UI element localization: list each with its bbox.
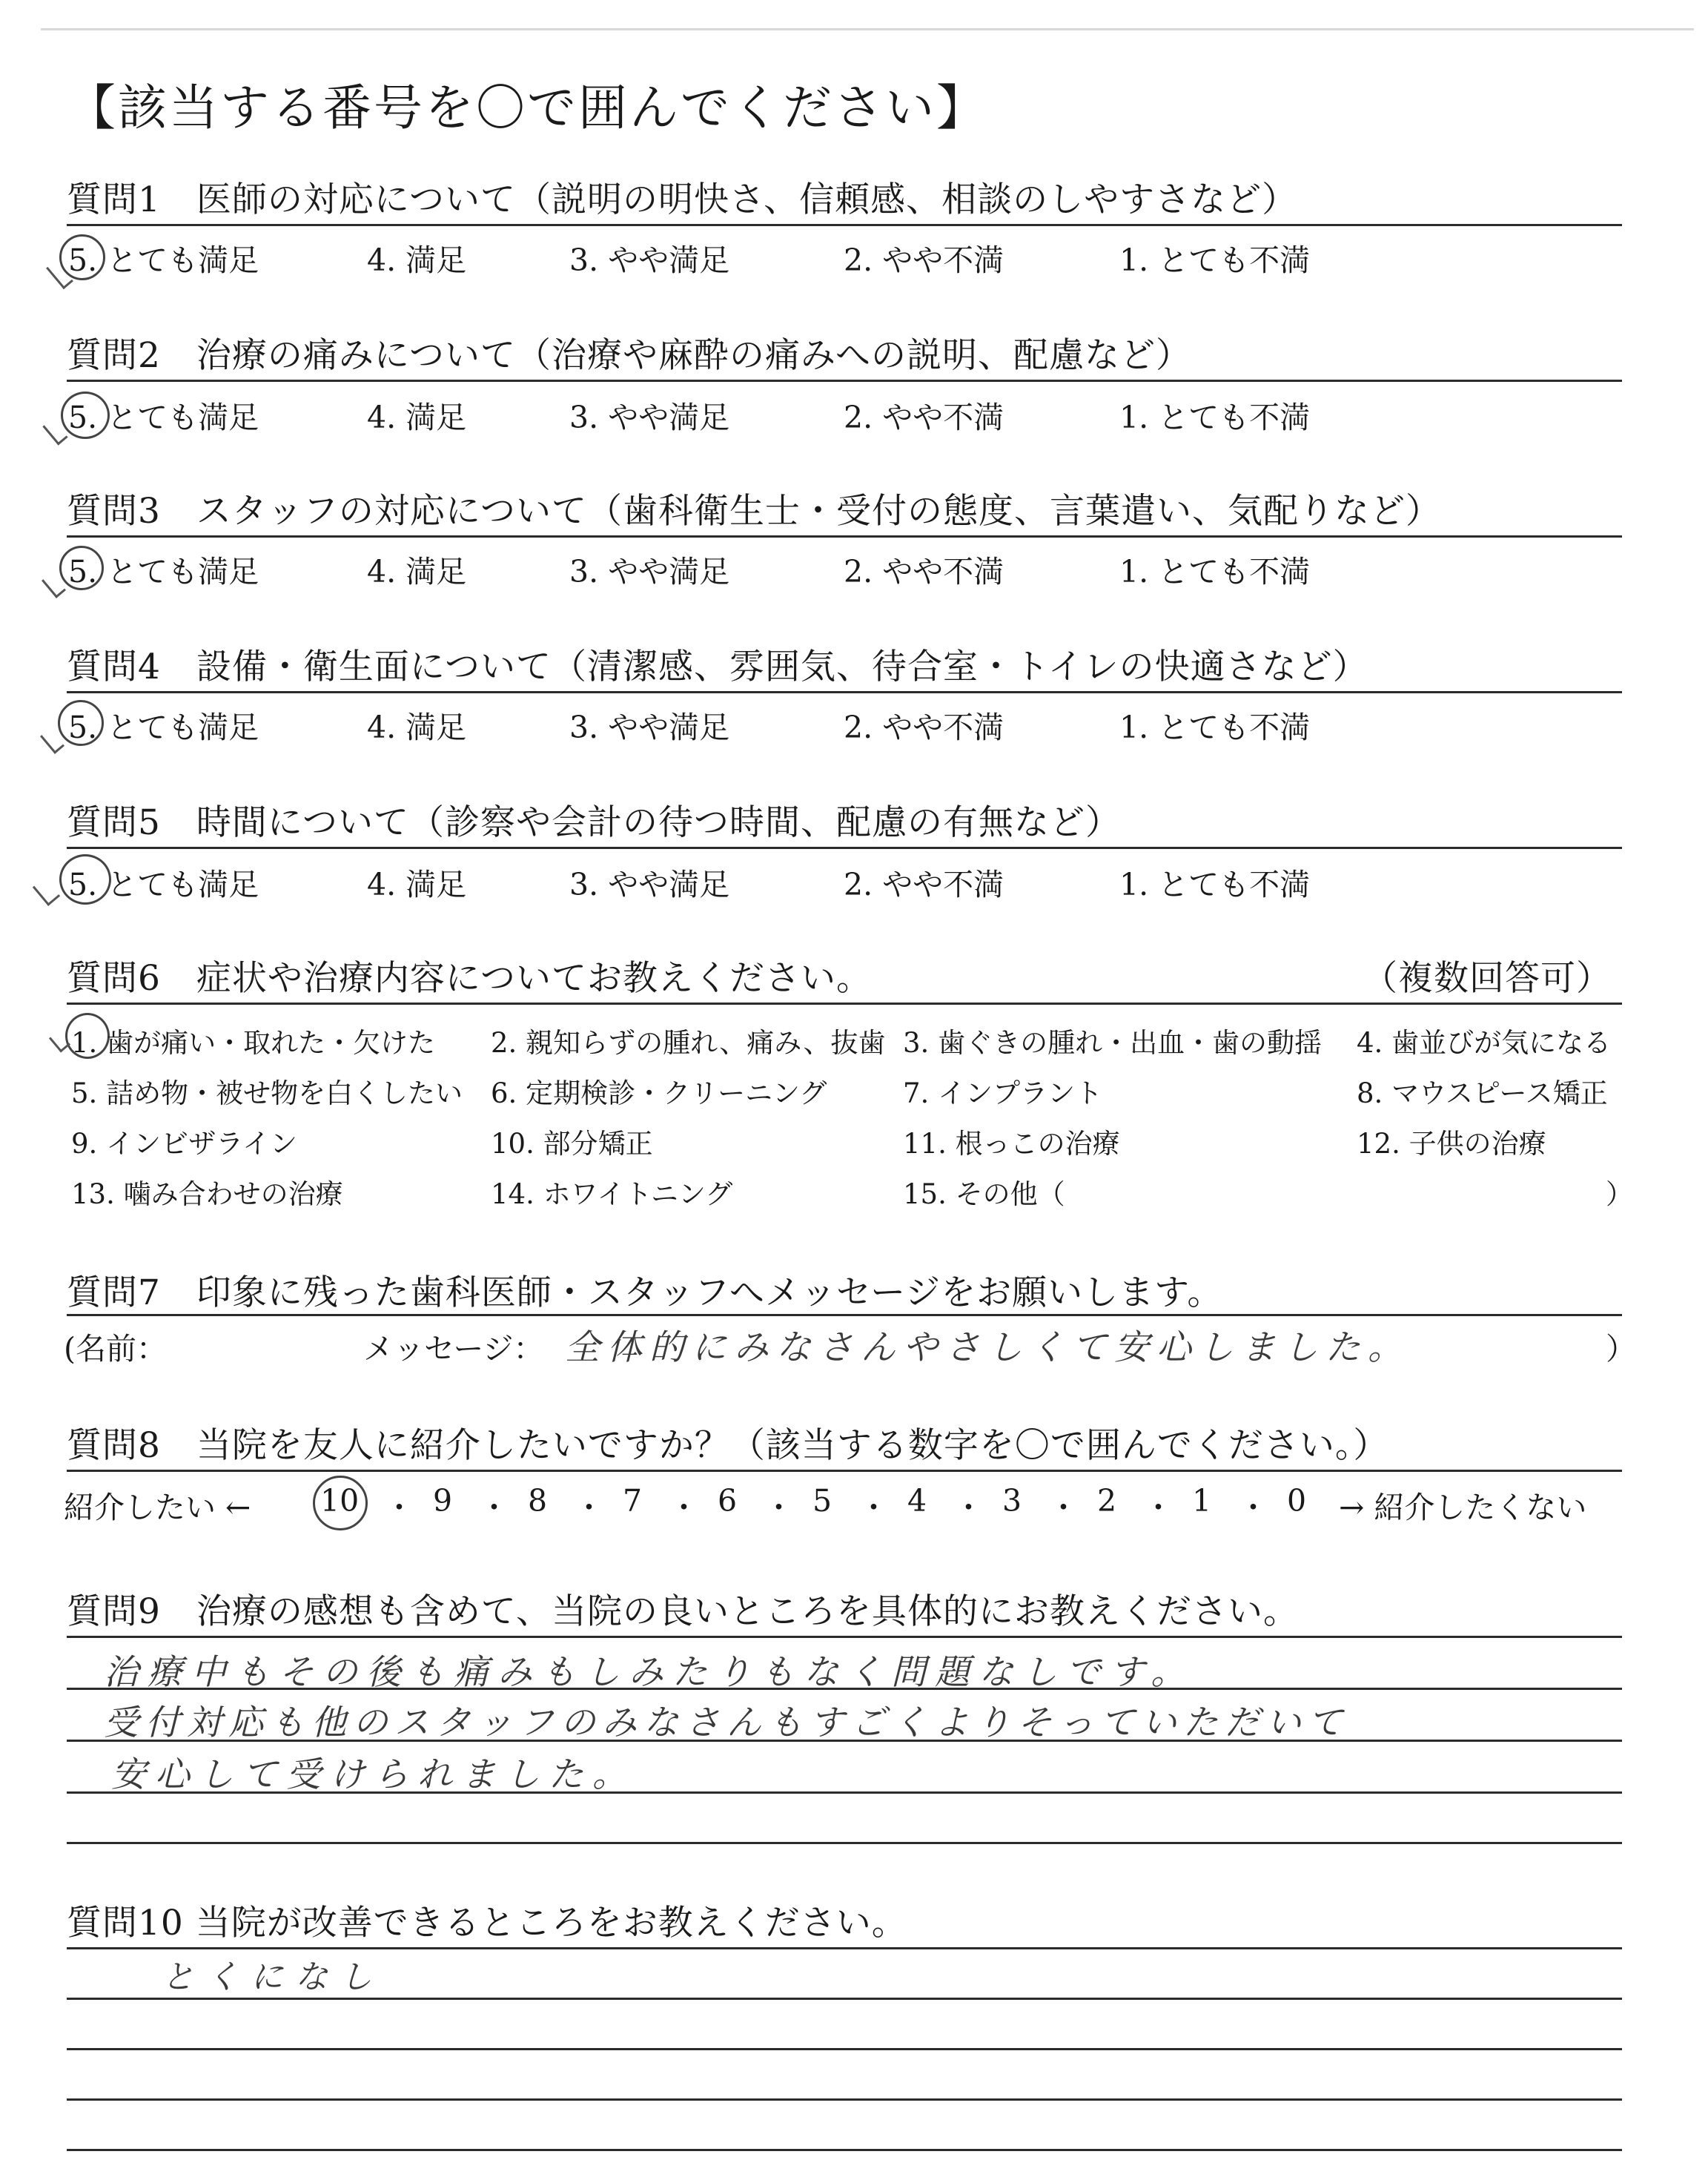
- q4-option-3[interactable]: 3. やや満足: [569, 710, 730, 745]
- scale-6[interactable]: 6: [718, 1483, 738, 1519]
- q2-option-1[interactable]: 1. とても不満: [1119, 400, 1311, 435]
- q6-option-8[interactable]: 8. マウスピース矯正: [1357, 1077, 1608, 1109]
- scale-dot: ・: [764, 1490, 794, 1525]
- question-1-rule: [67, 224, 1622, 226]
- question-2-title: 質問2 治療の痛みについて（治療や麻酔の痛みへの説明、配慮など）: [67, 335, 1192, 376]
- question-2-rule: [67, 380, 1622, 382]
- top-border: [41, 28, 1694, 30]
- q6-option-14[interactable]: 14. ホワイトニング: [491, 1178, 733, 1210]
- q6-option-9[interactable]: 9. インビザライン: [71, 1128, 297, 1160]
- q6-option-2[interactable]: 2. 親知らずの腫れ、痛み、抜歯: [491, 1027, 886, 1059]
- q9-answer-line-3[interactable]: 安心して受けられました。: [111, 1754, 636, 1795]
- scale-dot: ・: [669, 1490, 699, 1525]
- question-3-title: 質問3 スタッフの対応について（歯科衛生士・受付の態度、言葉遣い、気配りなど）: [67, 491, 1441, 532]
- question-9-rule-1: [67, 1636, 1622, 1638]
- q2-option-3[interactable]: 3. やや満足: [569, 400, 730, 435]
- q6-option-12[interactable]: 12. 子供の治療: [1357, 1128, 1546, 1160]
- name-label: (名前：: [64, 1331, 167, 1367]
- q1-option-5[interactable]: 5. とても満足: [68, 242, 259, 278]
- question-10-rule-4: [67, 2098, 1622, 2101]
- question-10-rule-5: [67, 2149, 1622, 2151]
- q3-option-3[interactable]: 3. やや満足: [569, 554, 730, 589]
- q3-option-5[interactable]: 5. とても満足: [68, 554, 259, 589]
- q9-answer-line-1[interactable]: 治療中もその後も痛みもしみたりもなく問題なしです。: [104, 1652, 1195, 1693]
- q6-option-10[interactable]: 10. 部分矯正: [491, 1128, 653, 1160]
- q6-option-4[interactable]: 4. 歯並びが気になる: [1357, 1027, 1612, 1059]
- check-mark-q5: [33, 877, 60, 906]
- q6-other-close: ）: [1606, 1178, 1633, 1210]
- recommend-left-label: 紹介したい ←: [64, 1490, 251, 1525]
- q5-option-4[interactable]: 4. 満足: [367, 867, 467, 902]
- q1-option-4[interactable]: 4. 満足: [367, 242, 467, 278]
- scale-dot: ・: [1238, 1490, 1268, 1525]
- question-4-title: 質問4 設備・衛生面について（清潔感、雰囲気、待合室・トイレの快適さなど）: [67, 647, 1368, 687]
- q1-option-2[interactable]: 2. やや不満: [844, 242, 1004, 278]
- scale-dot: ・: [858, 1490, 889, 1525]
- question-10-rule-2: [67, 1998, 1622, 2000]
- scale-dot: ・: [479, 1490, 509, 1525]
- scale-0[interactable]: 0: [1287, 1483, 1307, 1519]
- scale-9[interactable]: 9: [433, 1483, 453, 1519]
- scale-2[interactable]: 2: [1097, 1483, 1117, 1519]
- question-1-title: 質問1 医師の対応について（説明の明快さ、信頼感、相談のしやすさなど）: [67, 179, 1298, 220]
- q9-answer-line-2[interactable]: 受付対応も他のスタッフのみなさんもすごくよりそっていただいて: [104, 1702, 1349, 1743]
- message-label: メッセージ：: [363, 1331, 544, 1367]
- question-6-rule: [67, 1003, 1622, 1005]
- question-5-rule: [67, 847, 1622, 849]
- question-6-title: 質問6 症状や治療内容についてお教えください。: [67, 958, 872, 999]
- scale-dot: ・: [384, 1490, 414, 1525]
- q3-option-2[interactable]: 2. やや不満: [844, 554, 1004, 589]
- q3-option-1[interactable]: 1. とても不満: [1119, 554, 1311, 589]
- question-8-rule: [67, 1470, 1622, 1472]
- q5-option-2[interactable]: 2. やや不満: [844, 867, 1004, 902]
- message-close-paren: ）: [1606, 1331, 1636, 1367]
- handwritten-message[interactable]: 全体的にみなさんやさしくて安心しました。: [565, 1327, 1410, 1368]
- question-10-rule-1: [67, 1947, 1622, 1949]
- scale-8[interactable]: 8: [528, 1483, 548, 1519]
- q2-option-2[interactable]: 2. やや不満: [844, 400, 1004, 435]
- question-5-title: 質問5 時間について（診察や会計の待つ時間、配慮の有無など）: [67, 802, 1121, 843]
- q5-option-1[interactable]: 1. とても不満: [1119, 867, 1311, 902]
- q6-option-7[interactable]: 7. インプラント: [903, 1077, 1103, 1109]
- q2-option-4[interactable]: 4. 満足: [367, 400, 467, 435]
- question-7-rule: [67, 1314, 1622, 1316]
- q1-option-1[interactable]: 1. とても不満: [1119, 242, 1311, 278]
- question-4-rule: [67, 691, 1622, 693]
- q3-option-4[interactable]: 4. 満足: [367, 554, 467, 589]
- question-7-title: 質問7 印象に残った歯科医師・スタッフへメッセージをお願いします。: [67, 1272, 1223, 1313]
- scale-5[interactable]: 5: [812, 1483, 833, 1519]
- question-8-title: 質問8 当院を友人に紹介したいですか？（該当する数字を〇で囲んでください。）: [67, 1425, 1389, 1466]
- scale-10[interactable]: 10: [320, 1483, 360, 1519]
- scale-1[interactable]: 1: [1192, 1483, 1212, 1519]
- q1-option-3[interactable]: 3. やや満足: [569, 242, 730, 278]
- q4-option-5[interactable]: 5. とても満足: [68, 710, 259, 745]
- q5-option-3[interactable]: 3. やや満足: [569, 867, 730, 902]
- q4-option-4[interactable]: 4. 満足: [367, 710, 467, 745]
- q4-option-1[interactable]: 1. とても不満: [1119, 710, 1311, 745]
- q2-option-5[interactable]: 5. とても満足: [68, 400, 259, 435]
- q6-option-11[interactable]: 11. 根っこの治療: [903, 1128, 1120, 1160]
- scale-4[interactable]: 4: [907, 1483, 927, 1519]
- q6-option-1[interactable]: 1. 歯が痛い・取れた・欠けた: [71, 1027, 436, 1059]
- question-9-title: 質問9 治療の感想も含めて、当院の良いところを具体的にお教えください。: [67, 1591, 1299, 1632]
- scale-dot: ・: [1143, 1490, 1174, 1525]
- question-3-rule: [67, 535, 1622, 538]
- q6-option-3[interactable]: 3. 歯ぐきの腫れ・出血・歯の動揺: [903, 1027, 1323, 1059]
- question-10-title: 質問10 当院が改善できるところをお教えください。: [67, 1903, 907, 1943]
- form-instruction-header: 【該当する番号を〇で囲んでください】: [67, 79, 987, 136]
- recommend-right-label: → 紹介したくない: [1339, 1490, 1587, 1525]
- scale-dot: ・: [574, 1490, 604, 1525]
- question-10-rule-3: [67, 2048, 1622, 2050]
- scale-dot: ・: [953, 1490, 984, 1525]
- q6-option-5[interactable]: 5. 詰め物・被せ物を白くしたい: [71, 1077, 463, 1109]
- scale-dot: ・: [1048, 1490, 1079, 1525]
- q10-answer-line-1[interactable]: とくになし: [162, 1958, 384, 1996]
- q5-option-5[interactable]: 5. とても満足: [68, 867, 259, 902]
- question-6-note: （複数回答可）: [1363, 958, 1612, 999]
- scale-3[interactable]: 3: [1002, 1483, 1022, 1519]
- q6-option-6[interactable]: 6. 定期検診・クリーニング: [491, 1077, 827, 1109]
- question-9-rule-5: [67, 1842, 1622, 1844]
- scale-7[interactable]: 7: [623, 1483, 643, 1519]
- q6-option-15[interactable]: 15. その他（: [903, 1178, 1065, 1210]
- q6-option-13[interactable]: 13. 噛み合わせの治療: [71, 1178, 343, 1210]
- q4-option-2[interactable]: 2. やや不満: [844, 710, 1004, 745]
